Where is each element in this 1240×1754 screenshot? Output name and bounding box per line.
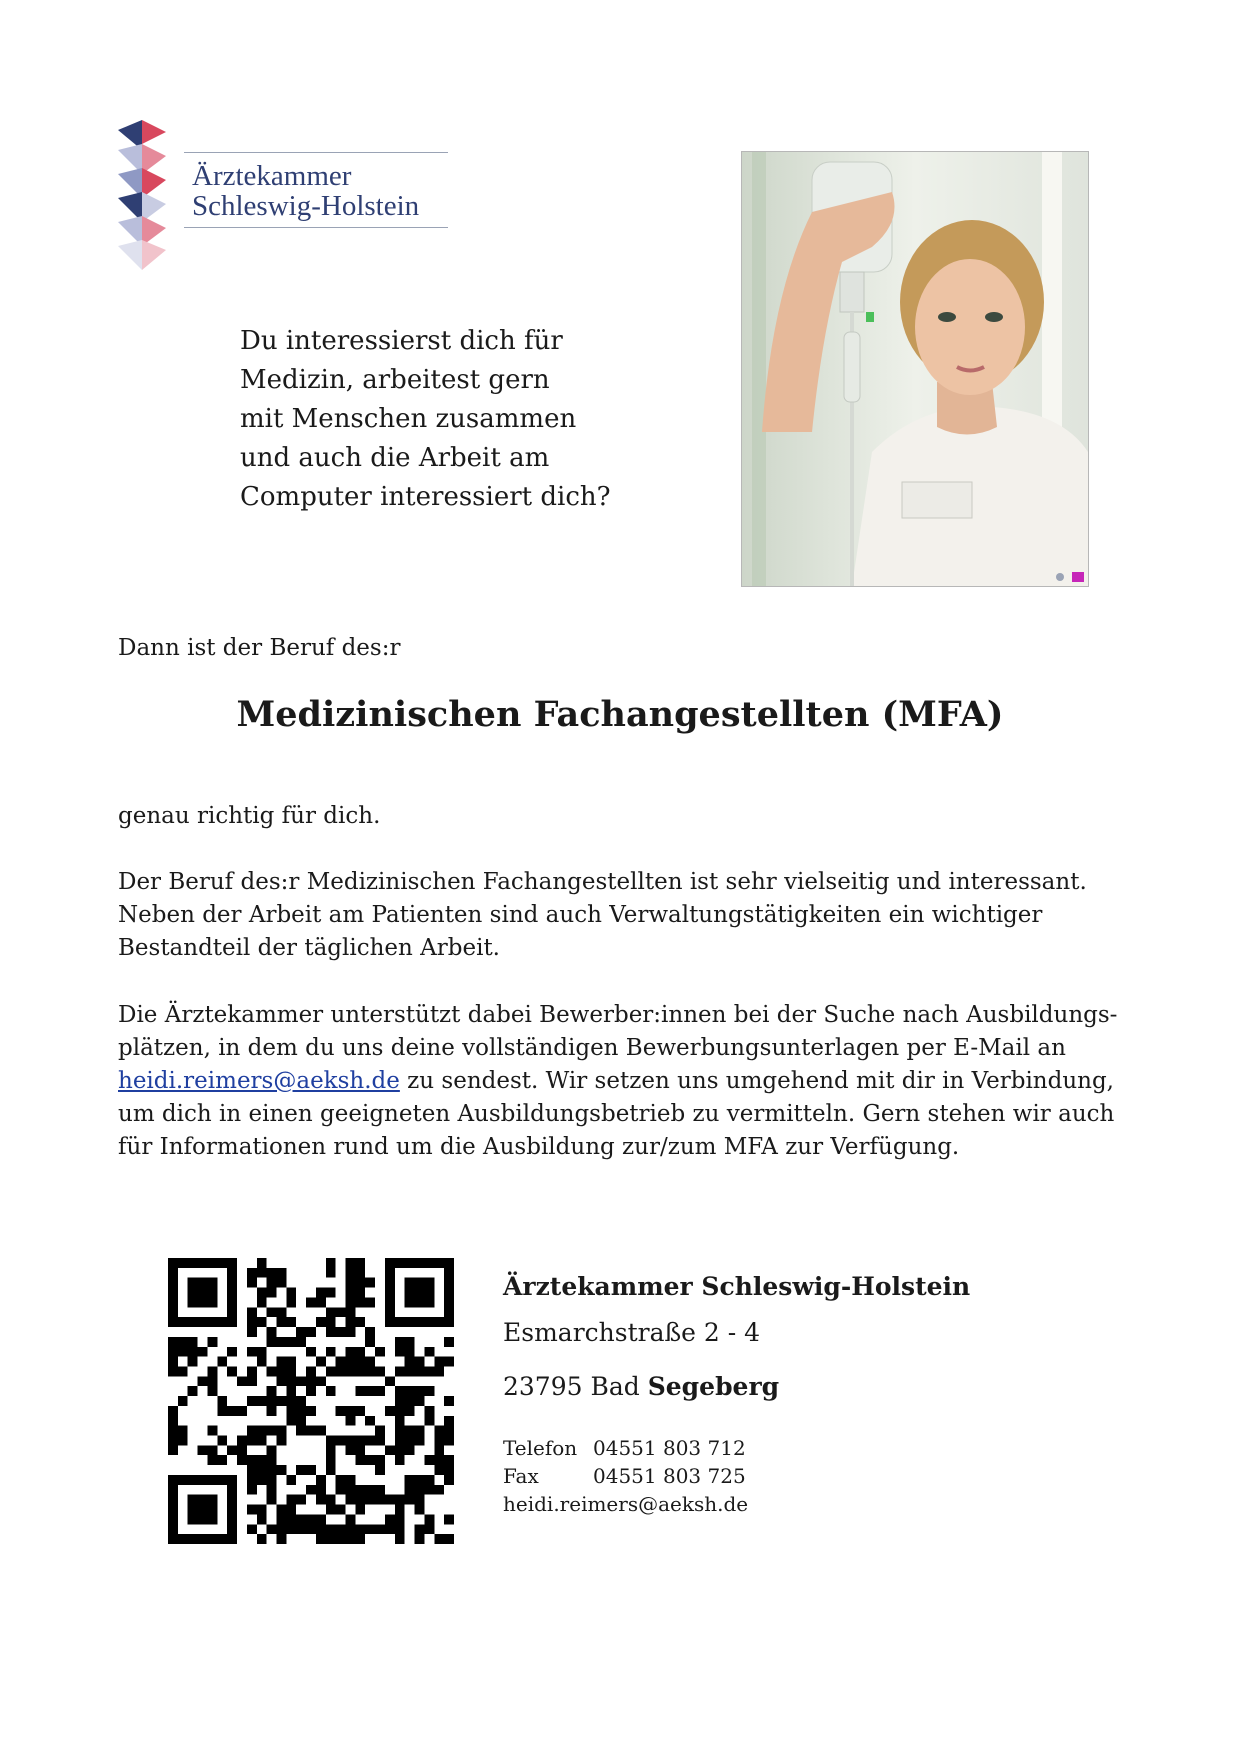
email-row — [503, 1490, 1063, 1518]
address-block — [503, 1270, 1063, 1518]
logo — [118, 120, 448, 270]
fax-row — [503, 1462, 1063, 1490]
paragraph-1: genau richtig für dich. — [118, 803, 381, 829]
address-city-bold: Segeberg — [647, 1372, 780, 1401]
logo-line-1: Ärztekammer — [192, 160, 352, 192]
address-city — [503, 1370, 1063, 1404]
intro-line: und auch die Arbeit am — [240, 443, 550, 473]
intro-line: mit Menschen zusammen — [240, 404, 577, 434]
phone-number[interactable]: 04551 803 712 — [593, 1436, 746, 1460]
paragraph-3 — [118, 999, 1138, 1164]
address-street: Esmarchstraße 2 - 4 — [503, 1318, 761, 1347]
page-title: Medizinischen Fachangestellten (MFA) — [236, 694, 1004, 735]
address-zip-city: 23795 Bad — [503, 1372, 640, 1401]
qr-code-icon — [168, 1258, 454, 1544]
phone-label: Telefon — [503, 1436, 578, 1460]
paragraph-2: Der Beruf des:r Medizinischen Fachangestellten ist sehr vielseitig und interessant. Neben der Arbeit am Patienten sind auch Verwaltungstätigkeiten ein wichtiger Bestandteil der täglichen Arbeit. — [118, 869, 1087, 961]
address-organization: Ärztekammer Schleswig-Holstein — [503, 1272, 971, 1301]
intro-question — [240, 322, 660, 517]
fax-number: 04551 803 725 — [593, 1464, 746, 1488]
contact-email[interactable]: heidi.reimers@aeksh.de — [503, 1492, 749, 1516]
paragraph-3-end: zu sendest. Wir setzen uns umgehend mit dir in Verbindung, um dich in einen geeigneten Ausbildungsbetrieb zu vermitteln. Gern stehen wir auch für Informationen rund um die Ausbildung zur/zum MFA zur Verfügung. — [118, 1068, 1115, 1160]
photo-nurse-icon — [742, 152, 1088, 586]
qr-code[interactable] — [168, 1258, 454, 1544]
phone-row — [503, 1434, 1063, 1462]
fax-label: Fax — [503, 1464, 539, 1488]
nurse-photo — [741, 151, 1089, 587]
lead-text: Dann ist der Beruf des:r — [118, 635, 401, 661]
email-link[interactable]: heidi.reimers@aeksh.de — [118, 1068, 400, 1094]
logo-diamond-icon — [118, 120, 170, 270]
paragraph-3-start: Die Ärztekammer unterstützt dabei Bewerber:innen bei der Suche nach Ausbildungs-plätzen, in dem du uns deine vollständigen Bewerbungsunterlagen per E-Mail an — [118, 1002, 1118, 1061]
contact-info — [503, 1434, 1063, 1518]
logo-line-2: Schleswig-Holstein — [192, 190, 420, 222]
intro-line: Medizin, arbeitest gern — [240, 365, 550, 395]
intro-line: Computer interessiert dich? — [240, 482, 611, 512]
logo-text — [184, 152, 448, 228]
intro-line: Du interessierst dich für — [240, 326, 563, 356]
